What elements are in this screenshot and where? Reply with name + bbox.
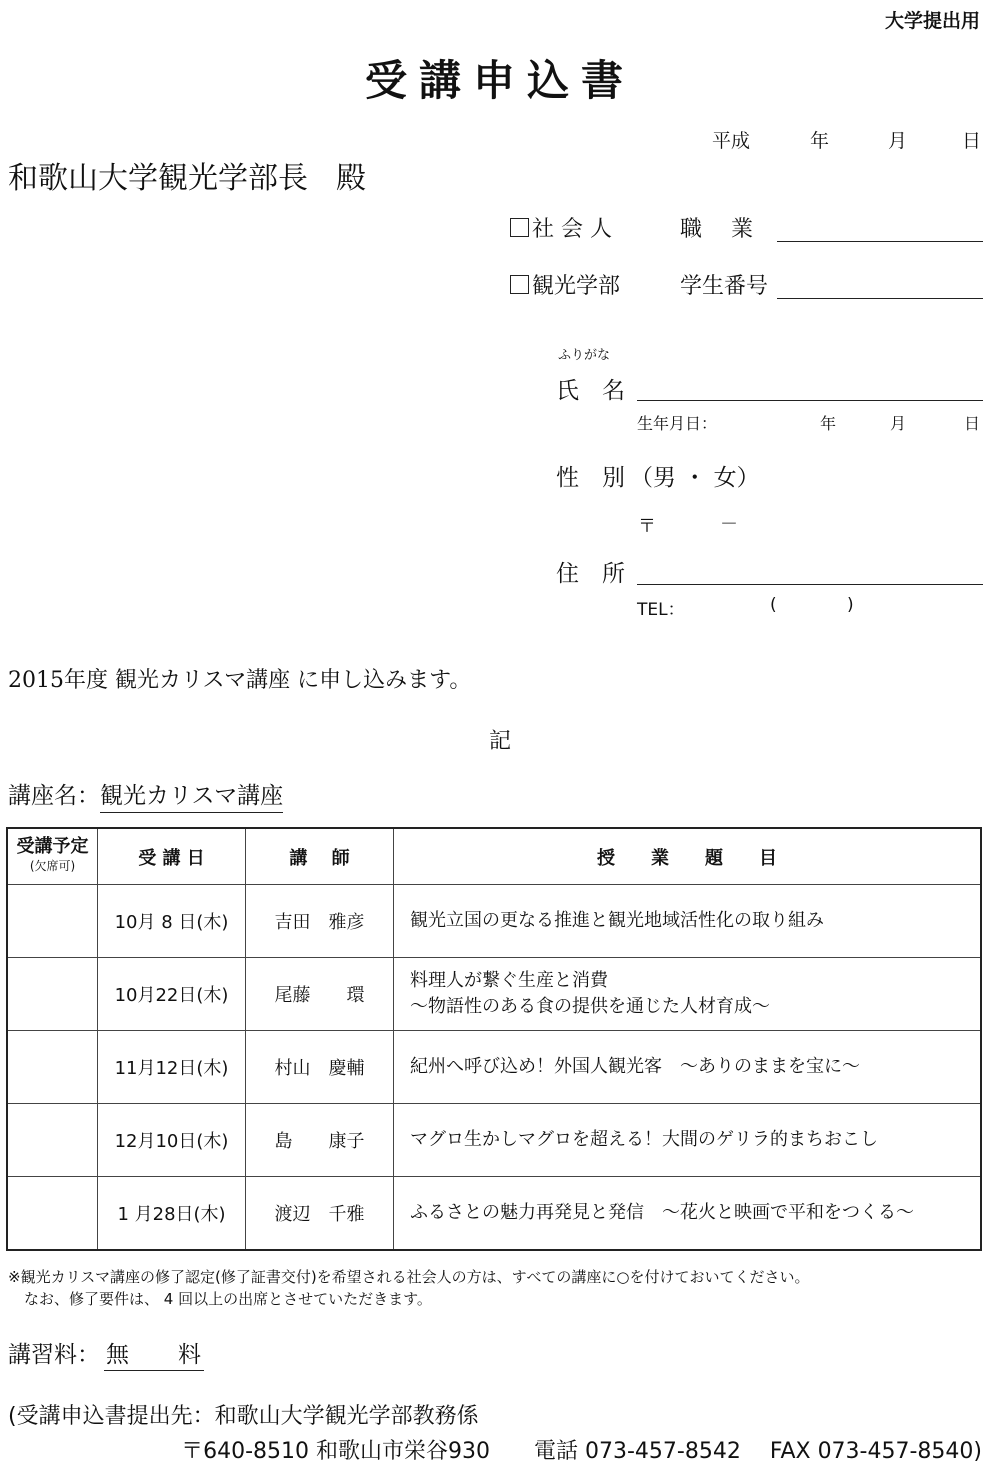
occupation-field[interactable] bbox=[777, 217, 983, 242]
birth-year-label: 年 bbox=[820, 414, 837, 433]
header-lecturer: 講 師 bbox=[246, 828, 394, 885]
header-date: 受 講 日 bbox=[98, 828, 246, 885]
student-number-label: 学生番号 bbox=[680, 274, 769, 299]
contact-address: 〒640-8510 和歌山市栄谷930 電話 073-457-8542 FAX 073-457-8540) bbox=[181, 1439, 982, 1464]
attendance-cell[interactable] bbox=[7, 1031, 98, 1104]
table-header-row bbox=[7, 828, 981, 885]
occupation-label: 職 業 bbox=[680, 217, 753, 242]
lecturer-cell: 島 康子 bbox=[246, 1104, 394, 1177]
completion-note bbox=[8, 1266, 809, 1310]
lecturer-cell: 吉田 雅彦 bbox=[246, 885, 394, 958]
attendance-cell[interactable] bbox=[7, 1104, 98, 1177]
gender-label: 性 別 bbox=[556, 465, 625, 491]
date-day: 日 bbox=[962, 130, 982, 152]
topic-line: 観光立国の更なる推進と観光地域活性化の取り組み bbox=[410, 910, 824, 931]
topic-line: ふるさとの魅力再発見と発信 ～花火と映画で平和をつくる～ bbox=[410, 1202, 914, 1223]
course-name-value: 観光カリスマ講座 bbox=[100, 783, 283, 813]
addressee bbox=[8, 153, 366, 197]
lecturer-cell: 尾藤 環 bbox=[246, 958, 394, 1031]
tel-paren-close: ) bbox=[847, 595, 854, 615]
lecturer-cell: 村山 慶輔 bbox=[246, 1031, 394, 1104]
submission-destination: (受講申込書提出先：和歌山大学観光学部教務係 bbox=[8, 1404, 479, 1429]
note-line-1: ※観光カリスマ講座の修了認定(修了証書交付)を希望される社会人の方は、すべての講座に○を付けておいてください。 bbox=[8, 1268, 810, 1286]
address-label: 住 所 bbox=[556, 561, 625, 587]
postal-mark: 〒 bbox=[638, 516, 656, 537]
topic-line: 紀州へ呼び込め！外国人観光客 ～ありのままを宝に～ bbox=[410, 1056, 860, 1077]
header-attendance-note: (欠席可) bbox=[29, 859, 76, 873]
date-cell: 1 月28日(木) bbox=[98, 1177, 246, 1251]
attendance-cell[interactable] bbox=[7, 885, 98, 958]
birth-month-label: 月 bbox=[890, 414, 907, 433]
topic-cell bbox=[394, 885, 982, 958]
addressee-honorific: 殿 bbox=[336, 161, 366, 196]
ki-mark: 記 bbox=[488, 729, 511, 754]
postal-dash: － bbox=[720, 514, 738, 535]
tourism-student-label: 観光学部 bbox=[532, 274, 621, 299]
table-row bbox=[7, 1104, 981, 1177]
declaration-text: 2015年度 観光カリスマ講座 に申し込みます。 bbox=[8, 668, 472, 693]
submission-tag: 大学提出用 bbox=[884, 10, 980, 32]
note-line-2: なお、修了要件は、 4 回以上の出席とさせていただきます。 bbox=[24, 1290, 432, 1308]
topic-line: 料理人が繋ぐ生産と消費 bbox=[410, 970, 608, 991]
date-cell: 10月22日(木) bbox=[98, 958, 246, 1031]
lecture-table bbox=[6, 827, 982, 1251]
date-era: 平成 bbox=[712, 130, 751, 152]
table-row bbox=[7, 885, 981, 958]
attendance-cell[interactable] bbox=[7, 1177, 98, 1251]
date-month: 月 bbox=[888, 130, 908, 152]
tourism-student-checkbox-row[interactable] bbox=[510, 269, 620, 300]
date-year: 年 bbox=[810, 130, 830, 152]
date-cell: 12月10日(木) bbox=[98, 1104, 246, 1177]
address-field[interactable] bbox=[637, 558, 983, 585]
working-adult-checkbox[interactable] bbox=[510, 218, 529, 237]
fee-value: 無 料 bbox=[104, 1342, 204, 1371]
furigana-label: ふりがな bbox=[558, 348, 611, 363]
date-cell: 11月12日(木) bbox=[98, 1031, 246, 1104]
topic-cell bbox=[394, 1031, 982, 1104]
working-adult-label: 社 会 人 bbox=[532, 217, 612, 242]
table-row bbox=[7, 1031, 981, 1104]
header-attendance bbox=[7, 828, 98, 885]
topic-cell bbox=[394, 1177, 982, 1251]
topic-line: マグロ生かしマグロを超える！大間のゲリラ的まちおこし bbox=[410, 1129, 878, 1150]
topic-line-2: ～物語性のある食の提供を通じた人材育成～ bbox=[410, 996, 770, 1017]
lecturer-cell: 渡辺 千雅 bbox=[246, 1177, 394, 1251]
date-cell: 10月 8 日(木) bbox=[98, 885, 246, 958]
tel-label: TEL： bbox=[637, 600, 685, 620]
course-name-row bbox=[8, 777, 283, 810]
table-row bbox=[7, 1177, 981, 1251]
tourism-student-checkbox[interactable] bbox=[510, 275, 529, 294]
working-adult-checkbox-row[interactable] bbox=[510, 212, 612, 243]
attendance-cell[interactable] bbox=[7, 958, 98, 1031]
fee-label: 講習料： bbox=[8, 1342, 100, 1368]
name-label: 氏 名 bbox=[556, 378, 625, 404]
topic-cell bbox=[394, 958, 982, 1031]
page-title: 受講申込書 bbox=[364, 56, 635, 105]
birthdate-label: 生年月日： bbox=[637, 414, 718, 433]
header-attendance-label: 受講予定 bbox=[16, 836, 89, 857]
tel-paren-open: ( bbox=[770, 595, 777, 615]
table-row bbox=[7, 958, 981, 1031]
fee-row bbox=[8, 1336, 204, 1369]
course-name-label: 講座名： bbox=[8, 783, 100, 809]
name-field[interactable] bbox=[637, 374, 983, 401]
addressee-name: 和歌山大学観光学部長 bbox=[8, 161, 308, 196]
student-number-field[interactable] bbox=[777, 274, 983, 299]
birth-day-label: 日 bbox=[964, 414, 981, 433]
gender-options[interactable]: （男 ・ 女） bbox=[630, 465, 760, 491]
topic-cell bbox=[394, 1104, 982, 1177]
header-topic: 授 業 題 目 bbox=[394, 828, 982, 885]
